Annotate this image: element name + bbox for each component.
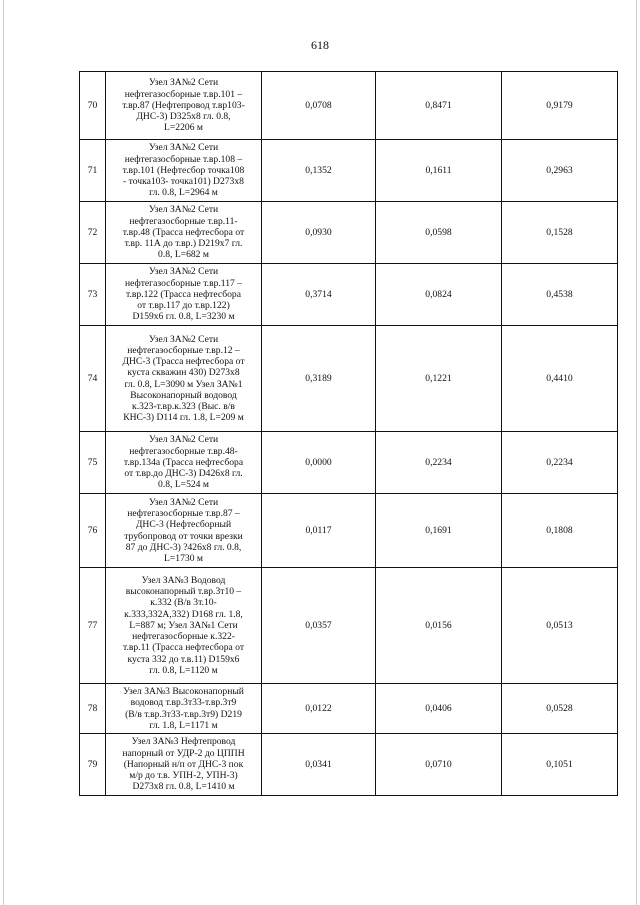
description-line: Узел ЗА№2 Сети [148,77,219,89]
description-line: т.вр.134а (Трасса нефтесбора [123,456,244,468]
description-line: куста 332 до т.в.11) D159x6 [127,653,240,665]
description-line: D273x8 гл. 0.8, L=1410 м [132,781,235,793]
description-line: ДНС-3 (Трасса нефтесбора от [122,356,245,368]
row-description [106,140,262,202]
row-number: 70 [80,72,106,140]
description-line: Узел ЗА№2 Сети [148,333,219,345]
description-line: к.332 (В/в 3т.10- [150,597,217,609]
description-line: от т.вр.117 до т.вр.122) [137,300,230,312]
value-cell-3: 0,1528 [502,202,618,264]
description-line: Узел ЗА№2 Сети [148,266,219,278]
description-line: 0.8, L=524 м [158,479,209,491]
table-row [80,140,618,202]
row-number: 78 [80,684,106,734]
value-cell-3: 0,4410 [502,326,618,432]
row-number: 74 [80,326,106,432]
description-line: гл. 0.8, L=1120 м [149,664,218,676]
row-description [106,568,262,684]
description-line: Узел ЗА№3 Высоконапорный [123,686,244,698]
value-cell-2: 0,0598 [376,202,502,264]
value-cell-3: 0,1051 [502,734,618,796]
value-cell-3: 0,2963 [502,140,618,202]
value-cell-2: 0,0710 [376,734,502,796]
value-cell-1: 0,0122 [262,684,376,734]
table-row [80,326,618,432]
description-line: водовод т.вр.3т33-т.вр.3т9 [130,697,237,709]
description-line: т.вр.101 (Нефтесбор точка108 [122,164,245,176]
description-line: к.323-т.вр.к.323 (Выс. в/в [132,400,235,412]
description-line: D159x6 гл. 0.8, L=3230 м [132,311,235,323]
value-cell-2: 0,1221 [376,326,502,432]
description-line: гл. 0.8, L=2964 м [149,187,218,199]
description-line: Узел ЗА№3 Водовод [141,575,226,587]
description-line: (Напорный н/п от ДНС-3 пок [123,758,244,770]
table-row [80,202,618,264]
table-row [80,72,618,140]
value-cell-2: 0,0156 [376,568,502,684]
description-line: (В/в т.вр.3т33-т.вр.3т9) D219 [125,708,242,720]
value-cell-2: 0,1691 [376,494,502,568]
row-number: 71 [80,140,106,202]
description-line: т.вр.48 (Трасса нефтесбора от [122,226,245,238]
description-line: Узел ЗА№2 Сети [148,142,219,154]
description-line: нефтегазосборные т.вр.48- [129,445,238,457]
value-cell-2: 0,1611 [376,140,502,202]
value-cell-1: 0,0341 [262,734,376,796]
row-description [106,734,262,796]
description-line: КНС-3) D114 гл. 1.8, L=209 м [123,412,244,424]
value-cell-3: 0,1808 [502,494,618,568]
description-line: к.333,332А,332) D168 гл. 1.8, [124,608,243,620]
description-line: нефтегазосборные т.вр.117 – [124,277,243,289]
row-description [106,264,262,326]
description-line: м/р до т.в. УПН-2, УПН-3) [129,770,238,782]
description-line: Высоконапорный водовод [130,389,237,401]
value-cell-1: 0,0000 [262,432,376,494]
value-cell-3: 0,9179 [502,72,618,140]
value-cell-2: 0,0406 [376,684,502,734]
row-description [106,326,262,432]
value-cell-1: 0,0930 [262,202,376,264]
value-cell-3: 0,0513 [502,568,618,684]
description-line: нефтегазосборные т.вр.101 – [124,88,243,100]
value-cell-1: 0,0708 [262,72,376,140]
row-number: 79 [80,734,106,796]
row-description [106,684,262,734]
value-cell-1: 0,0357 [262,568,376,684]
table-row [80,684,618,734]
description-line: ДНС-3 (Нефтесборный [135,519,232,531]
description-line: гл. 0.8, L=3090 м Узел ЗА№1 [124,378,243,390]
row-number: 75 [80,432,106,494]
description-line: нефтегазосборные к.322- [132,631,235,643]
value-cell-3: 0,2234 [502,432,618,494]
description-line: т.вр.11 (Трасса нефтесбора от [122,642,245,654]
description-line: куста скважин 430) D273x8 [127,367,240,379]
description-line: высоконапорный т.вр.3т10 – [125,586,242,598]
value-cell-1: 0,3189 [262,326,376,432]
row-description [106,494,262,568]
row-number: 73 [80,264,106,326]
description-line: гл. 1.8, L=1171 м [149,719,218,731]
description-line: 0.8, L=682 м [158,249,209,261]
description-line: нефтегазосборные т.вр.11- [129,215,238,227]
page-number: 618 [311,38,329,52]
description-line: Узел ЗА№3 Нефтепровод [131,736,236,748]
table-row [80,568,618,684]
description-line: нефтегазосборные т.вр.108 – [124,153,243,165]
description-line: т.вр.122 (Трасса нефтесбора [126,288,241,300]
row-number: 77 [80,568,106,684]
description-line: ДНС-3) D325x8 гл. 0.8, [136,111,231,123]
value-cell-1: 0,0117 [262,494,376,568]
row-number: 76 [80,494,106,568]
description-line: нефтегазосборные т.вр.87 – [127,508,240,520]
description-line: трубопровод от точки врезки [124,530,243,542]
description-line: L=1730 м [164,552,203,564]
row-description [106,202,262,264]
description-line: Узел ЗА№2 Сети [148,434,219,446]
value-cell-2: 0,8471 [376,72,502,140]
value-cell-3: 0,4538 [502,264,618,326]
table-row [80,432,618,494]
description-line: Узел ЗА№2 Сети [148,496,219,508]
description-line: напорный от УДР-2 до ЦППН [122,747,245,759]
description-line: - точка103- точка101) D273x8 [123,176,244,188]
table-row [80,494,618,568]
scan-edge-right [636,0,637,905]
description-line: от т.вр.до ДНС-3) D426x8 гл. [124,468,243,480]
description-line: L=887 м; Узел ЗА№1 Сети [129,619,238,631]
row-description [106,432,262,494]
description-line: нефтегазосборные т.вр.12 – [127,344,240,356]
scan-edge-left [3,0,4,905]
value-cell-2: 0,2234 [376,432,502,494]
row-number: 72 [80,202,106,264]
value-cell-3: 0,0528 [502,684,618,734]
value-cell-1: 0,3714 [262,264,376,326]
description-line: т.вр.87 (Нефтепровод т.вр103- [122,99,245,111]
description-line: т.вр. 11А до т.вр.) D219x7 гл. [124,238,243,250]
description-line: Узел ЗА№2 Сети [148,204,219,216]
description-line: 87 до ДНС-3) ?426x8 гл. 0.8, [125,541,242,553]
table-row [80,264,618,326]
data-table [79,71,618,796]
table-row [80,734,618,796]
row-description [106,72,262,140]
description-line: L=2206 м [164,122,203,134]
value-cell-1: 0,1352 [262,140,376,202]
table-body [80,72,618,796]
value-cell-2: 0,0824 [376,264,502,326]
